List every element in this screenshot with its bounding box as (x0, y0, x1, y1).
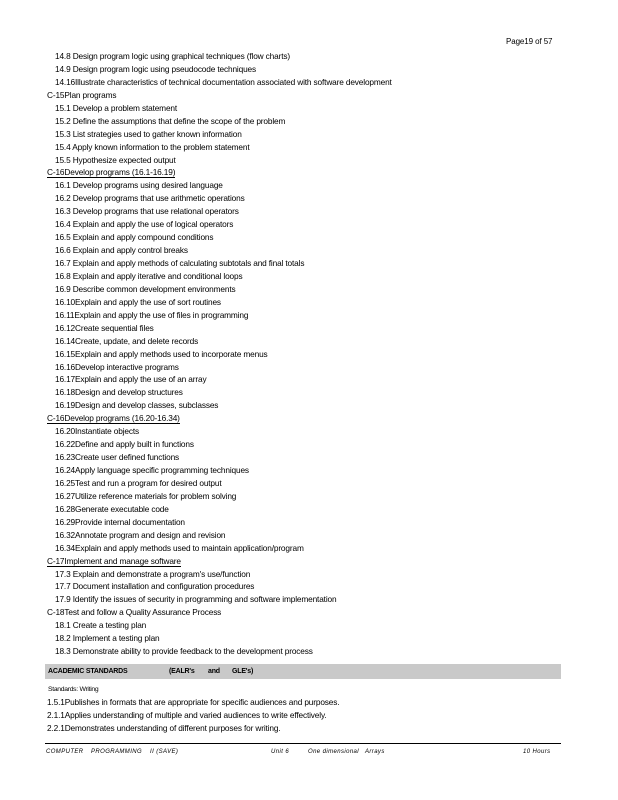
competency-item (0, 438, 618, 451)
competency-item (0, 296, 618, 309)
page-number: Page19 of 57 (506, 37, 553, 46)
line-text: 15.3 List strategies used to gather known information (55, 128, 242, 139)
line-text: 16.32Annotate program and design and revision (55, 529, 226, 540)
competency-item (0, 141, 618, 154)
footer-level: II (SAVE) (150, 749, 179, 755)
line-text: 16.8 Explain and apply iterative and conditional loops (55, 270, 243, 281)
line-text: C-18Test and follow a Quality Assurance Process (47, 607, 222, 618)
footer-unit: Unit 6 (271, 749, 290, 755)
competency-item (0, 373, 618, 386)
competency-item (0, 632, 618, 645)
competency-item (0, 580, 618, 593)
line-text: 17.9 Identify the issues of security in programming and software implementation (55, 594, 337, 605)
competency-item (0, 516, 618, 529)
footer-hours: 10 Hours (523, 749, 551, 755)
line-text: 14.9 Design program logic using pseudocode techniques (55, 63, 256, 74)
line-text: 16.29Provide internal documentation (55, 516, 185, 527)
footer-programming: PROGRAMMING (91, 749, 143, 755)
competency-item (0, 257, 618, 270)
competency-heading (0, 412, 618, 425)
line-text: 15.5 Hypothesize expected output (55, 154, 176, 165)
line-text: 16.17Explain and apply the use of an array (55, 374, 207, 385)
line-text: 16.6 Explain and apply control breaks (55, 245, 188, 256)
competency-item (0, 179, 618, 192)
competency-item (0, 503, 618, 516)
line-text: 16.10Explain and apply the use of sort routines (55, 296, 221, 307)
competency-item (0, 102, 618, 115)
footer-divider (45, 743, 561, 744)
line-text: 16.20Instantiate objects (55, 426, 140, 437)
line-text: 15.2 Define the assumptions that define the scope of the problem (55, 115, 286, 126)
competency-item (0, 244, 618, 257)
footer-arrays: Arrays (365, 749, 385, 755)
line-text: 16.4 Explain and apply the use of logical operators (55, 219, 234, 230)
line-text: C-16Develop programs (16.20-16.34) (47, 413, 180, 424)
competency-heading (0, 555, 618, 568)
line-text: 17.3 Explain and demonstrate a program's use/function (55, 568, 251, 579)
line-text: 16.7 Explain and apply methods of calculating subtotals and final totals (55, 258, 305, 268)
footer-topic: One dimensional (308, 749, 360, 755)
footer-course: COMPUTER (46, 749, 84, 755)
line-text: 16.19Design and develop classes, subclasses (55, 400, 219, 411)
competency-item (0, 231, 618, 244)
competency-item (0, 322, 618, 335)
line-text: 16.11Explain and apply the use of files in programming (55, 309, 249, 320)
competency-item (0, 205, 618, 218)
line-text: C-16Develop programs (16.1-16.19) (47, 167, 176, 178)
ealr-label: (EALR's (169, 668, 195, 675)
line-text: 18.3 Demonstrate ability to provide feedback to the development process (55, 646, 313, 657)
line-text: 16.1 Develop programs using desired language (55, 180, 223, 191)
line-text: 16.14Create, update, and delete records (55, 335, 199, 346)
competency-item (0, 115, 618, 128)
competency-heading (0, 89, 618, 102)
competency-item (0, 451, 618, 464)
line-text: 16.28Generate executable code (55, 503, 169, 514)
competency-item (0, 309, 618, 322)
line-text: 16.2 Develop programs that use arithmetic operations (55, 193, 245, 204)
line-text: 14.8 Design program logic using graphical techniques (flow charts) (55, 51, 290, 61)
line-text: 16.5 Explain and apply compound conditions (55, 232, 214, 243)
competency-list (0, 50, 618, 658)
line-text: 17.7 Document installation and configuration procedures (55, 581, 255, 592)
competency-item (0, 270, 618, 283)
competency-heading (0, 606, 618, 619)
competency-heading (0, 166, 618, 179)
competency-item (0, 361, 618, 374)
competency-item (0, 63, 618, 76)
competency-item (0, 283, 618, 296)
line-text: 16.9 Describe common development environments (55, 283, 236, 294)
competency-item (0, 386, 618, 399)
competency-item (0, 218, 618, 231)
competency-item (0, 568, 618, 581)
academic-standards-label: ACADEMIC STANDARDS (48, 668, 128, 675)
line-text: 16.12Create sequential files (55, 322, 154, 333)
competency-item (0, 128, 618, 141)
gle-label: GLE's) (232, 668, 254, 675)
standard-line: 2.2.1Demonstrates understanding of different purposes for writing. (47, 723, 281, 733)
competency-item (0, 542, 618, 555)
line-text: 16.23Create user defined functions (55, 452, 180, 463)
line-text: 16.24Apply language specific programming techniques (55, 465, 249, 475)
competency-item (0, 192, 618, 205)
line-text: 15.4 Apply known information to the problem statement (55, 141, 250, 152)
competency-item (0, 399, 618, 412)
competency-item (0, 619, 618, 632)
competency-item (0, 76, 618, 89)
line-text: 16.16Develop interactive programs (55, 361, 179, 372)
line-text: 16.25Test and run a program for desired output (55, 477, 222, 488)
competency-item (0, 490, 618, 503)
line-text: C-15Plan programs (47, 89, 117, 100)
academic-standards-bar (45, 664, 561, 679)
standard-line: 2.1.1Applies understanding of multiple and varied audiences to write effectively. (47, 710, 327, 720)
competency-item (0, 529, 618, 542)
line-text: 16.22Define and apply built in functions (55, 439, 194, 450)
competency-item (0, 464, 618, 477)
line-text: 16.34Explain and apply methods used to maintain application/program (55, 542, 304, 553)
line-text: 18.2 Implement a testing plan (55, 633, 160, 644)
competency-item (0, 154, 618, 167)
standard-line: 1.5.1Publishes in formats that are appropriate for specific audiences and purposes. (47, 697, 340, 707)
competency-item (0, 335, 618, 348)
line-text: 16.27Utilize reference materials for problem solving (55, 490, 237, 501)
competency-item (0, 477, 618, 490)
line-text: 16.18Design and develop structures (55, 387, 183, 398)
line-text: C-17Implement and manage software (47, 555, 181, 566)
and-label: and (208, 668, 220, 675)
competency-item (0, 425, 618, 438)
line-text: 14.16Illustrate characteristics of technical documentation associated with software development (55, 76, 392, 87)
line-text: 16.3 Develop programs that use relational operators (55, 206, 239, 217)
competency-item (0, 50, 618, 63)
line-text: 15.1 Develop a problem statement (55, 102, 178, 113)
line-text: 18.1 Create a testing plan (55, 620, 147, 631)
line-text: 16.15Explain and apply methods used to incorporate menus (55, 348, 268, 359)
standards-subheading: Standards: Writing (48, 686, 99, 693)
competency-item (0, 645, 618, 658)
competency-item (0, 593, 618, 606)
competency-item (0, 348, 618, 361)
